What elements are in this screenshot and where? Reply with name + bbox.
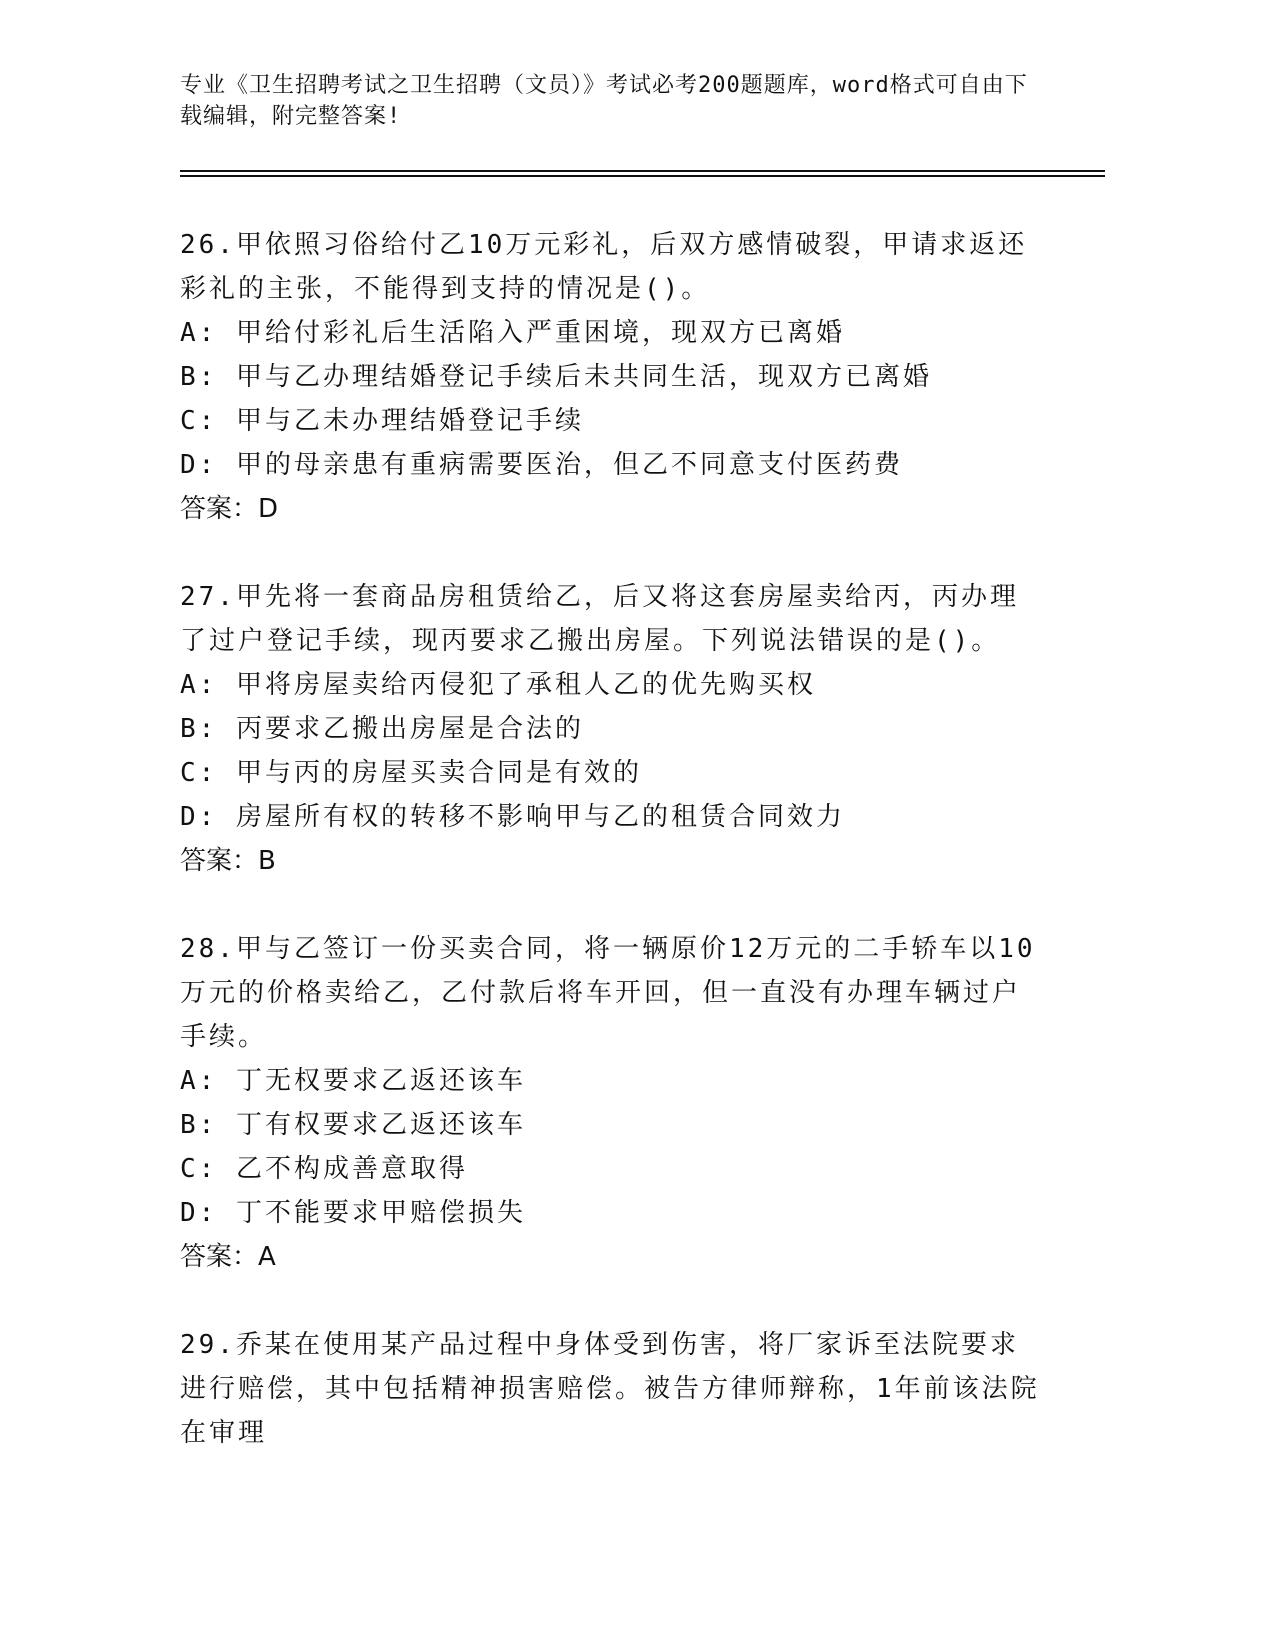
document-header: 专业《卫生招聘考试之卫生招聘（文员）》考试必考200题题库，word格式可自由下载编辑，附完整答案! xyxy=(180,73,1028,129)
question-29 xyxy=(180,1323,1040,1455)
option-c: C: 乙不构成善意取得 xyxy=(180,1154,468,1184)
option-b: B: 甲与乙办理结婚登记手续后未共同生活，现双方已离婚 xyxy=(180,362,932,392)
question-list xyxy=(180,223,1040,1499)
option-a: A: 甲给付彩礼后生活陷入严重困境，现双方已离婚 xyxy=(180,318,845,348)
option-c: C: 甲与丙的房屋买卖合同是有效的 xyxy=(180,758,642,788)
option-a: A: 甲将房屋卖给丙侵犯了承租人乙的优先购买权 xyxy=(180,670,816,700)
answer-label: 答案：B xyxy=(180,846,276,876)
option-b: B: 丙要求乙搬出房屋是合法的 xyxy=(180,714,584,744)
option-d: D: 房屋所有权的转移不影响甲与乙的租赁合同效力 xyxy=(180,802,845,832)
question-text: 26.甲依照习俗给付乙10万元彩礼，后双方感情破裂，甲请求返还彩礼的主张，不能得到支持的情况是()。 xyxy=(180,230,1028,304)
question-26 xyxy=(180,223,1040,531)
answer-label: 答案：A xyxy=(180,1242,276,1272)
option-d: D: 甲的母亲患有重病需要医治，但乙不同意支付医药费 xyxy=(180,450,903,480)
question-text: 29.乔某在使用某产品过程中身体受到伤害，将厂家诉至法院要求进行赔偿，其中包括精神损害赔偿。被告方律师辩称，1年前该法院在审理 xyxy=(180,1330,1040,1448)
question-27 xyxy=(180,575,1040,883)
answer-label: 答案：D xyxy=(180,494,279,524)
option-c: C: 甲与乙未办理结婚登记手续 xyxy=(180,406,584,436)
question-text: 28.甲与乙签订一份买卖合同，将一辆原价12万元的二手轿车以10万元的价格卖给乙，乙付款后将车开回，但一直没有办理车辆过户手续。 xyxy=(180,934,1036,1052)
question-text: 27.甲先将一套商品房租赁给乙，后又将这套房屋卖给丙，丙办理了过户登记手续，现丙要求乙搬出房屋。下列说法错误的是()。 xyxy=(180,582,1019,656)
option-b: B: 丁有权要求乙返还该车 xyxy=(180,1110,526,1140)
header-divider-top xyxy=(180,170,1105,172)
option-d: D: 丁不能要求甲赔偿损失 xyxy=(180,1198,526,1228)
option-a: A: 丁无权要求乙返还该车 xyxy=(180,1066,526,1096)
header-divider-bottom xyxy=(180,175,1105,177)
question-28 xyxy=(180,927,1040,1279)
